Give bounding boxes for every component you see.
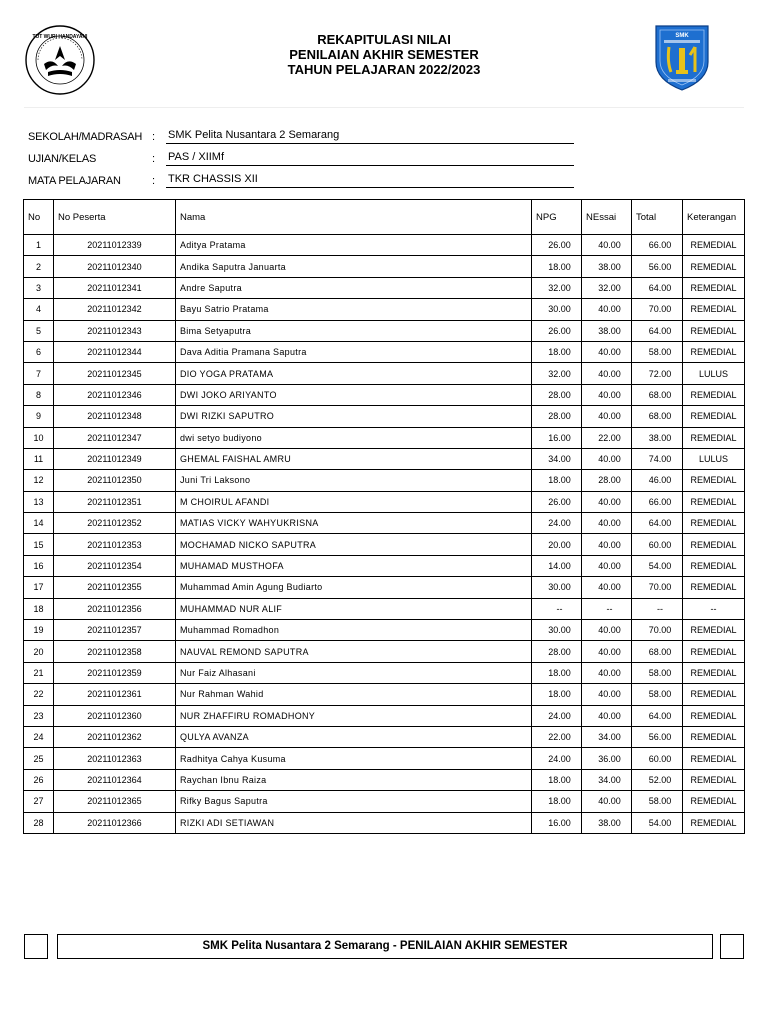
row-total: 56.00 — [632, 726, 683, 747]
table-row — [24, 363, 745, 384]
row-nama: Dava Aditia Pramana Saputra — [176, 341, 532, 362]
row-no: 28 — [24, 812, 54, 833]
row-nama: Juni Tri Laksono — [176, 470, 532, 491]
row-no: 23 — [24, 705, 54, 726]
subject-colon: : — [152, 175, 156, 187]
row-no-peserta: 20211012340 — [54, 256, 176, 277]
smk-school-shield-logo — [652, 22, 712, 92]
row-no-peserta: 20211012344 — [54, 341, 176, 362]
table-row — [24, 726, 745, 747]
row-nessai: 38.00 — [582, 320, 632, 341]
row-npg: 18.00 — [532, 662, 582, 683]
row-no: 7 — [24, 363, 54, 384]
row-total: 68.00 — [632, 384, 683, 405]
row-nessai: 40.00 — [582, 341, 632, 362]
row-no: 22 — [24, 684, 54, 705]
row-npg: -- — [532, 598, 582, 619]
row-no-peserta: 20211012347 — [54, 427, 176, 448]
row-npg: 28.00 — [532, 406, 582, 427]
row-nama: M CHOIRUL AFANDI — [176, 491, 532, 512]
row-npg: 18.00 — [532, 791, 582, 812]
footer-box-left — [24, 934, 48, 959]
header-no-peserta: No Peserta — [54, 200, 176, 235]
exam-class-value: PAS / XIIMf — [166, 151, 574, 166]
row-keterangan: REMEDIAL — [683, 491, 745, 512]
row-keterangan: REMEDIAL — [683, 299, 745, 320]
footer-box-right — [720, 934, 744, 959]
tut-wuri-handayani-logo — [24, 24, 96, 96]
row-nessai: 40.00 — [582, 384, 632, 405]
info-row-school — [28, 128, 588, 150]
info-row-subject — [28, 172, 588, 194]
row-no: 15 — [24, 534, 54, 555]
row-nama: Muhammad Amin Agung Budiarto — [176, 577, 532, 598]
row-no-peserta: 20211012348 — [54, 406, 176, 427]
row-keterangan: REMEDIAL — [683, 341, 745, 362]
row-total: 64.00 — [632, 320, 683, 341]
row-nama: MUHAMAD MUSTHOFA — [176, 555, 532, 576]
row-total: 68.00 — [632, 641, 683, 662]
row-nessai: 40.00 — [582, 577, 632, 598]
row-keterangan: REMEDIAL — [683, 812, 745, 833]
row-npg: 18.00 — [532, 769, 582, 790]
table-row — [24, 791, 745, 812]
row-npg: 22.00 — [532, 726, 582, 747]
row-no-peserta: 20211012351 — [54, 491, 176, 512]
row-no: 16 — [24, 555, 54, 576]
row-total: 64.00 — [632, 705, 683, 726]
row-no: 19 — [24, 620, 54, 641]
row-no: 13 — [24, 491, 54, 512]
table-row — [24, 235, 745, 256]
table-header-row — [24, 200, 745, 235]
row-nessai: 40.00 — [582, 299, 632, 320]
row-keterangan: REMEDIAL — [683, 577, 745, 598]
row-total: 64.00 — [632, 513, 683, 534]
row-total: 74.00 — [632, 448, 683, 469]
row-keterangan: LULUS — [683, 363, 745, 384]
row-npg: 24.00 — [532, 748, 582, 769]
row-nessai: 32.00 — [582, 277, 632, 298]
row-keterangan: REMEDIAL — [683, 748, 745, 769]
row-no: 9 — [24, 406, 54, 427]
row-nama: RIZKI ADI SETIAWAN — [176, 812, 532, 833]
row-nessai: 40.00 — [582, 363, 632, 384]
exam-class-label: UJIAN/KELAS — [28, 153, 97, 165]
row-no: 1 — [24, 235, 54, 256]
row-no-peserta: 20211012359 — [54, 662, 176, 683]
row-keterangan: REMEDIAL — [683, 235, 745, 256]
row-total: 68.00 — [632, 406, 683, 427]
row-no: 11 — [24, 448, 54, 469]
row-keterangan: REMEDIAL — [683, 791, 745, 812]
row-no-peserta: 20211012346 — [54, 384, 176, 405]
row-npg: 24.00 — [532, 705, 582, 726]
row-no-peserta: 20211012357 — [54, 620, 176, 641]
table-row — [24, 662, 745, 683]
row-npg: 26.00 — [532, 320, 582, 341]
table-row — [24, 470, 745, 491]
row-nama: Rifky Bagus Saputra — [176, 791, 532, 812]
header-divider — [24, 107, 744, 108]
row-nessai: 40.00 — [582, 406, 632, 427]
row-npg: 28.00 — [532, 384, 582, 405]
row-no: 3 — [24, 277, 54, 298]
row-keterangan: REMEDIAL — [683, 470, 745, 491]
table-row — [24, 448, 745, 469]
row-keterangan: REMEDIAL — [683, 662, 745, 683]
row-no: 24 — [24, 726, 54, 747]
row-no-peserta: 20211012365 — [54, 791, 176, 812]
row-no: 10 — [24, 427, 54, 448]
table-row — [24, 299, 745, 320]
row-npg: 32.00 — [532, 363, 582, 384]
row-npg: 28.00 — [532, 641, 582, 662]
table-row — [24, 577, 745, 598]
row-keterangan: REMEDIAL — [683, 641, 745, 662]
row-keterangan: -- — [683, 598, 745, 619]
table-row — [24, 513, 745, 534]
row-no-peserta: 20211012361 — [54, 684, 176, 705]
row-nama: MOCHAMAD NICKO SAPUTRA — [176, 534, 532, 555]
row-keterangan: REMEDIAL — [683, 555, 745, 576]
row-keterangan: REMEDIAL — [683, 427, 745, 448]
row-npg: 20.00 — [532, 534, 582, 555]
row-nama: QULYA AVANZA — [176, 726, 532, 747]
row-total: 66.00 — [632, 235, 683, 256]
row-total: 56.00 — [632, 256, 683, 277]
row-no: 14 — [24, 513, 54, 534]
row-total: 46.00 — [632, 470, 683, 491]
row-keterangan: REMEDIAL — [683, 384, 745, 405]
row-npg: 18.00 — [532, 470, 582, 491]
row-npg: 18.00 — [532, 684, 582, 705]
row-npg: 30.00 — [532, 299, 582, 320]
row-nessai: 22.00 — [582, 427, 632, 448]
row-total: 58.00 — [632, 791, 683, 812]
row-nama: GHEMAL FAISHAL AMRU — [176, 448, 532, 469]
table-row — [24, 406, 745, 427]
table-row — [24, 341, 745, 362]
row-nama: MUHAMMAD NUR ALIF — [176, 598, 532, 619]
table-row — [24, 598, 745, 619]
row-no-peserta: 20211012362 — [54, 726, 176, 747]
row-nama: Bayu Satrio Pratama — [176, 299, 532, 320]
left-logo-text: TUT WURI HANDAYANI — [32, 34, 88, 40]
row-nessai: 40.00 — [582, 555, 632, 576]
row-nessai: 34.00 — [582, 726, 632, 747]
row-npg: 16.00 — [532, 427, 582, 448]
table-row — [24, 748, 745, 769]
footer-title: SMK Pelita Nusantara 2 Semarang - PENILAIAN AKHIR SEMESTER — [57, 934, 713, 959]
row-no: 12 — [24, 470, 54, 491]
grades-table-body — [24, 235, 745, 834]
row-keterangan: REMEDIAL — [683, 705, 745, 726]
row-total: -- — [632, 598, 683, 619]
table-row — [24, 256, 745, 277]
row-nessai: 28.00 — [582, 470, 632, 491]
row-no-peserta: 20211012342 — [54, 299, 176, 320]
row-no: 6 — [24, 341, 54, 362]
table-row — [24, 534, 745, 555]
row-no: 26 — [24, 769, 54, 790]
row-no: 20 — [24, 641, 54, 662]
row-nessai: 40.00 — [582, 534, 632, 555]
row-total: 38.00 — [632, 427, 683, 448]
info-row-exam — [28, 150, 588, 172]
row-no: 8 — [24, 384, 54, 405]
row-npg: 18.00 — [532, 341, 582, 362]
row-no-peserta: 20211012355 — [54, 577, 176, 598]
header-nama: Nama — [176, 200, 532, 235]
row-npg: 30.00 — [532, 620, 582, 641]
row-total: 58.00 — [632, 662, 683, 683]
row-keterangan: REMEDIAL — [683, 320, 745, 341]
row-keterangan: LULUS — [683, 448, 745, 469]
row-no: 5 — [24, 320, 54, 341]
row-nessai: 40.00 — [582, 791, 632, 812]
row-nessai: 40.00 — [582, 235, 632, 256]
row-no-peserta: 20211012363 — [54, 748, 176, 769]
subject-value: TKR CHASSIS XII — [166, 173, 574, 188]
row-nama: DWI RIZKI SAPUTRO — [176, 406, 532, 427]
row-total: 58.00 — [632, 684, 683, 705]
row-npg: 26.00 — [532, 491, 582, 512]
row-nama: Muhammad Romadhon — [176, 620, 532, 641]
exam-class-colon: : — [152, 153, 156, 165]
row-no: 17 — [24, 577, 54, 598]
row-npg: 24.00 — [532, 513, 582, 534]
header-keterangan: Keterangan — [683, 200, 745, 235]
row-nama: Nur Faiz Alhasani — [176, 662, 532, 683]
row-nessai: 40.00 — [582, 491, 632, 512]
row-no-peserta: 20211012353 — [54, 534, 176, 555]
table-row — [24, 384, 745, 405]
row-nessai: 40.00 — [582, 620, 632, 641]
row-no-peserta: 20211012341 — [54, 277, 176, 298]
row-nama: DIO YOGA PRATAMA — [176, 363, 532, 384]
row-nessai: 40.00 — [582, 705, 632, 726]
row-no: 25 — [24, 748, 54, 769]
row-total: 70.00 — [632, 620, 683, 641]
row-keterangan: REMEDIAL — [683, 684, 745, 705]
table-row — [24, 491, 745, 512]
exam-info-block — [28, 128, 588, 194]
row-total: 54.00 — [632, 812, 683, 833]
row-nessai: 40.00 — [582, 513, 632, 534]
row-nama: Raychan Ibnu Raiza — [176, 769, 532, 790]
row-no: 18 — [24, 598, 54, 619]
row-npg: 30.00 — [532, 577, 582, 598]
row-total: 60.00 — [632, 534, 683, 555]
header-nessai: NEssai — [582, 200, 632, 235]
row-keterangan: REMEDIAL — [683, 513, 745, 534]
row-total: 58.00 — [632, 341, 683, 362]
row-nama: Aditya Pratama — [176, 235, 532, 256]
row-total: 66.00 — [632, 491, 683, 512]
row-keterangan: REMEDIAL — [683, 534, 745, 555]
row-no-peserta: 20211012366 — [54, 812, 176, 833]
row-npg: 32.00 — [532, 277, 582, 298]
row-no-peserta: 20211012364 — [54, 769, 176, 790]
row-nessai: 40.00 — [582, 641, 632, 662]
row-nama: Andre Saputra — [176, 277, 532, 298]
table-row — [24, 320, 745, 341]
row-keterangan: REMEDIAL — [683, 256, 745, 277]
table-row — [24, 277, 745, 298]
row-no-peserta: 20211012358 — [54, 641, 176, 662]
row-total: 60.00 — [632, 748, 683, 769]
row-no-peserta: 20211012345 — [54, 363, 176, 384]
row-no-peserta: 20211012354 — [54, 555, 176, 576]
row-no-peserta: 20211012350 — [54, 470, 176, 491]
row-nessai: 40.00 — [582, 684, 632, 705]
row-nama: NAUVAL REMOND SAPUTRA — [176, 641, 532, 662]
table-row — [24, 705, 745, 726]
table-row — [24, 555, 745, 576]
row-npg: 18.00 — [532, 256, 582, 277]
row-no: 4 — [24, 299, 54, 320]
row-nessai: 40.00 — [582, 448, 632, 469]
row-no-peserta: 20211012339 — [54, 235, 176, 256]
table-row — [24, 812, 745, 833]
table-row — [24, 769, 745, 790]
title-line-2: PENILAIAN AKHIR SEMESTER — [289, 47, 479, 62]
row-nama: NUR ZHAFFIRU ROMADHONY — [176, 705, 532, 726]
row-nessai: 40.00 — [582, 662, 632, 683]
row-no: 2 — [24, 256, 54, 277]
row-no: 21 — [24, 662, 54, 683]
table-row — [24, 684, 745, 705]
row-no-peserta: 20211012356 — [54, 598, 176, 619]
row-total: 70.00 — [632, 577, 683, 598]
header-total: Total — [632, 200, 683, 235]
row-npg: 26.00 — [532, 235, 582, 256]
row-keterangan: REMEDIAL — [683, 726, 745, 747]
row-keterangan: REMEDIAL — [683, 620, 745, 641]
row-npg: 34.00 — [532, 448, 582, 469]
row-no-peserta: 20211012360 — [54, 705, 176, 726]
row-total: 72.00 — [632, 363, 683, 384]
row-nama: dwi setyo budiyono — [176, 427, 532, 448]
row-npg: 16.00 — [532, 812, 582, 833]
row-nessai: 38.00 — [582, 256, 632, 277]
row-nessai: 34.00 — [582, 769, 632, 790]
row-keterangan: REMEDIAL — [683, 769, 745, 790]
school-value: SMK Pelita Nusantara 2 Semarang — [166, 129, 574, 144]
table-row — [24, 620, 745, 641]
row-no-peserta: 20211012352 — [54, 513, 176, 534]
row-no: 27 — [24, 791, 54, 812]
row-total: 70.00 — [632, 299, 683, 320]
row-total: 64.00 — [632, 277, 683, 298]
row-no-peserta: 20211012349 — [54, 448, 176, 469]
row-nessai: 36.00 — [582, 748, 632, 769]
right-logo-text: SMK — [675, 33, 689, 39]
header-npg: NPG — [532, 200, 582, 235]
row-total: 54.00 — [632, 555, 683, 576]
row-nessai: 38.00 — [582, 812, 632, 833]
row-keterangan: REMEDIAL — [683, 406, 745, 427]
row-npg: 14.00 — [532, 555, 582, 576]
title-line-1: REKAPITULASI NILAI — [317, 32, 451, 47]
row-nessai: -- — [582, 598, 632, 619]
school-colon: : — [152, 131, 156, 143]
row-nama: MATIAS VICKY WAHYUKRISNA — [176, 513, 532, 534]
row-nama: Andika Saputra Januarta — [176, 256, 532, 277]
subject-label: MATA PELAJARAN — [28, 175, 121, 187]
header-no: No — [24, 200, 54, 235]
report-title — [200, 32, 568, 77]
table-row — [24, 427, 745, 448]
row-nama: DWI JOKO ARIYANTO — [176, 384, 532, 405]
title-line-3: TAHUN PELAJARAN 2022/2023 — [287, 62, 481, 77]
row-nama: Radhitya Cahya Kusuma — [176, 748, 532, 769]
table-row — [24, 641, 745, 662]
row-no-peserta: 20211012343 — [54, 320, 176, 341]
row-nama: Nur Rahman Wahid — [176, 684, 532, 705]
row-nama: Bima Setyaputra — [176, 320, 532, 341]
grades-table — [23, 199, 745, 834]
row-keterangan: REMEDIAL — [683, 277, 745, 298]
row-total: 52.00 — [632, 769, 683, 790]
school-label: SEKOLAH/MADRASAH — [28, 131, 143, 143]
